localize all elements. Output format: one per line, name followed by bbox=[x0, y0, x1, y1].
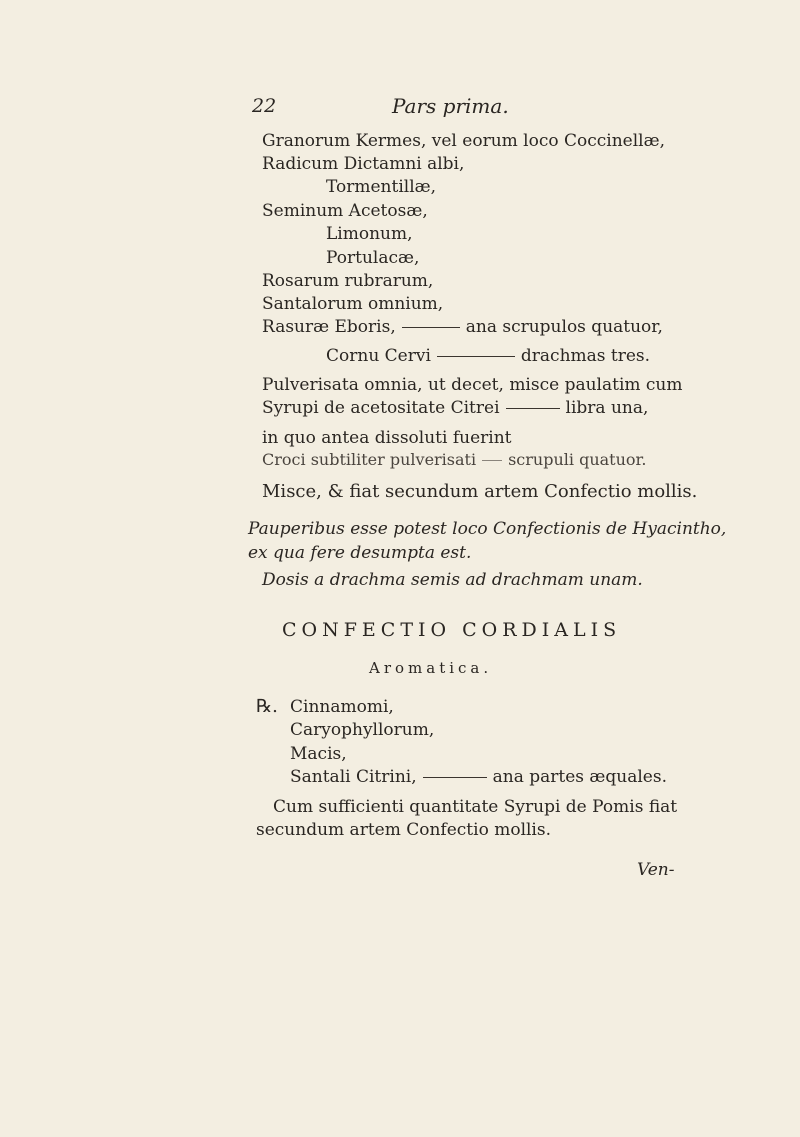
quantity: libra una, bbox=[565, 398, 649, 418]
text-line: Portulacæ, bbox=[326, 248, 420, 268]
page-number: 22 bbox=[252, 95, 277, 117]
quantity: ana scrupulos quatuor, bbox=[465, 317, 663, 337]
text-line bbox=[326, 346, 650, 366]
dash-rule bbox=[506, 408, 560, 409]
dash-rule bbox=[402, 327, 460, 328]
text-line: Rosarum rubrarum, bbox=[262, 271, 434, 291]
text-line: Cum sufficienti quantitate Syrupi de Pomis fiat bbox=[273, 797, 678, 817]
text-line bbox=[290, 767, 667, 787]
text-line bbox=[262, 398, 648, 418]
quantity: scrupuli quatuor. bbox=[508, 450, 647, 469]
ingredient: Syrupi de acetositate Citrei bbox=[262, 398, 500, 418]
catchword: Ven- bbox=[637, 860, 675, 880]
text-line: Pauperibus esse potest loco Confectionis de Hyacintho, bbox=[248, 519, 727, 539]
section-subtitle: Aromatica. bbox=[369, 659, 493, 677]
text-line: Caryophyllorum, bbox=[290, 720, 435, 740]
ingredient: Santali Citrini, bbox=[290, 767, 417, 787]
text-line: in quo antea dissoluti fuerint bbox=[262, 428, 512, 448]
text-line: Cinnamomi, bbox=[290, 697, 394, 717]
text-line: Pulverisata omnia, ut decet, misce paulatim cum bbox=[262, 375, 683, 395]
dash-rule bbox=[437, 356, 515, 357]
text-line: Radicum Dictamni albi, bbox=[262, 154, 465, 174]
text-line: Limonum, bbox=[326, 224, 413, 244]
text-line: Misce, & fiat secundum artem Confectio mollis. bbox=[262, 481, 698, 502]
recipe-symbol: ℞. bbox=[256, 696, 278, 717]
ingredient: Rasuræ Eboris, bbox=[262, 317, 396, 337]
text-line: Santalorum omnium, bbox=[262, 294, 444, 314]
ingredient: Croci subtiliter pulverisati bbox=[262, 450, 477, 469]
section-title: CONFECTIO CORDIALIS bbox=[282, 619, 622, 641]
text-line: ex qua fere desumpta est. bbox=[248, 543, 472, 563]
text-line: Macis, bbox=[290, 744, 347, 764]
text-line: Granorum Kermes, vel eorum loco Coccinellæ, bbox=[262, 131, 665, 151]
text-line: Dosis a drachma semis ad drachmam unam. bbox=[262, 570, 643, 590]
dash-rule bbox=[423, 777, 487, 778]
text-line: secundum artem Confectio mollis. bbox=[256, 820, 552, 840]
text-line bbox=[262, 317, 663, 337]
text-line: Seminum Acetosæ, bbox=[262, 201, 428, 221]
text-line bbox=[262, 450, 647, 470]
dash-rule bbox=[482, 460, 502, 461]
ingredient: Cornu Cervi bbox=[326, 346, 431, 366]
quantity: drachmas tres. bbox=[520, 346, 651, 366]
text-line: Tormentillæ, bbox=[326, 177, 437, 197]
quantity: ana partes æquales. bbox=[492, 767, 667, 787]
running-title: Pars prima. bbox=[392, 94, 509, 118]
